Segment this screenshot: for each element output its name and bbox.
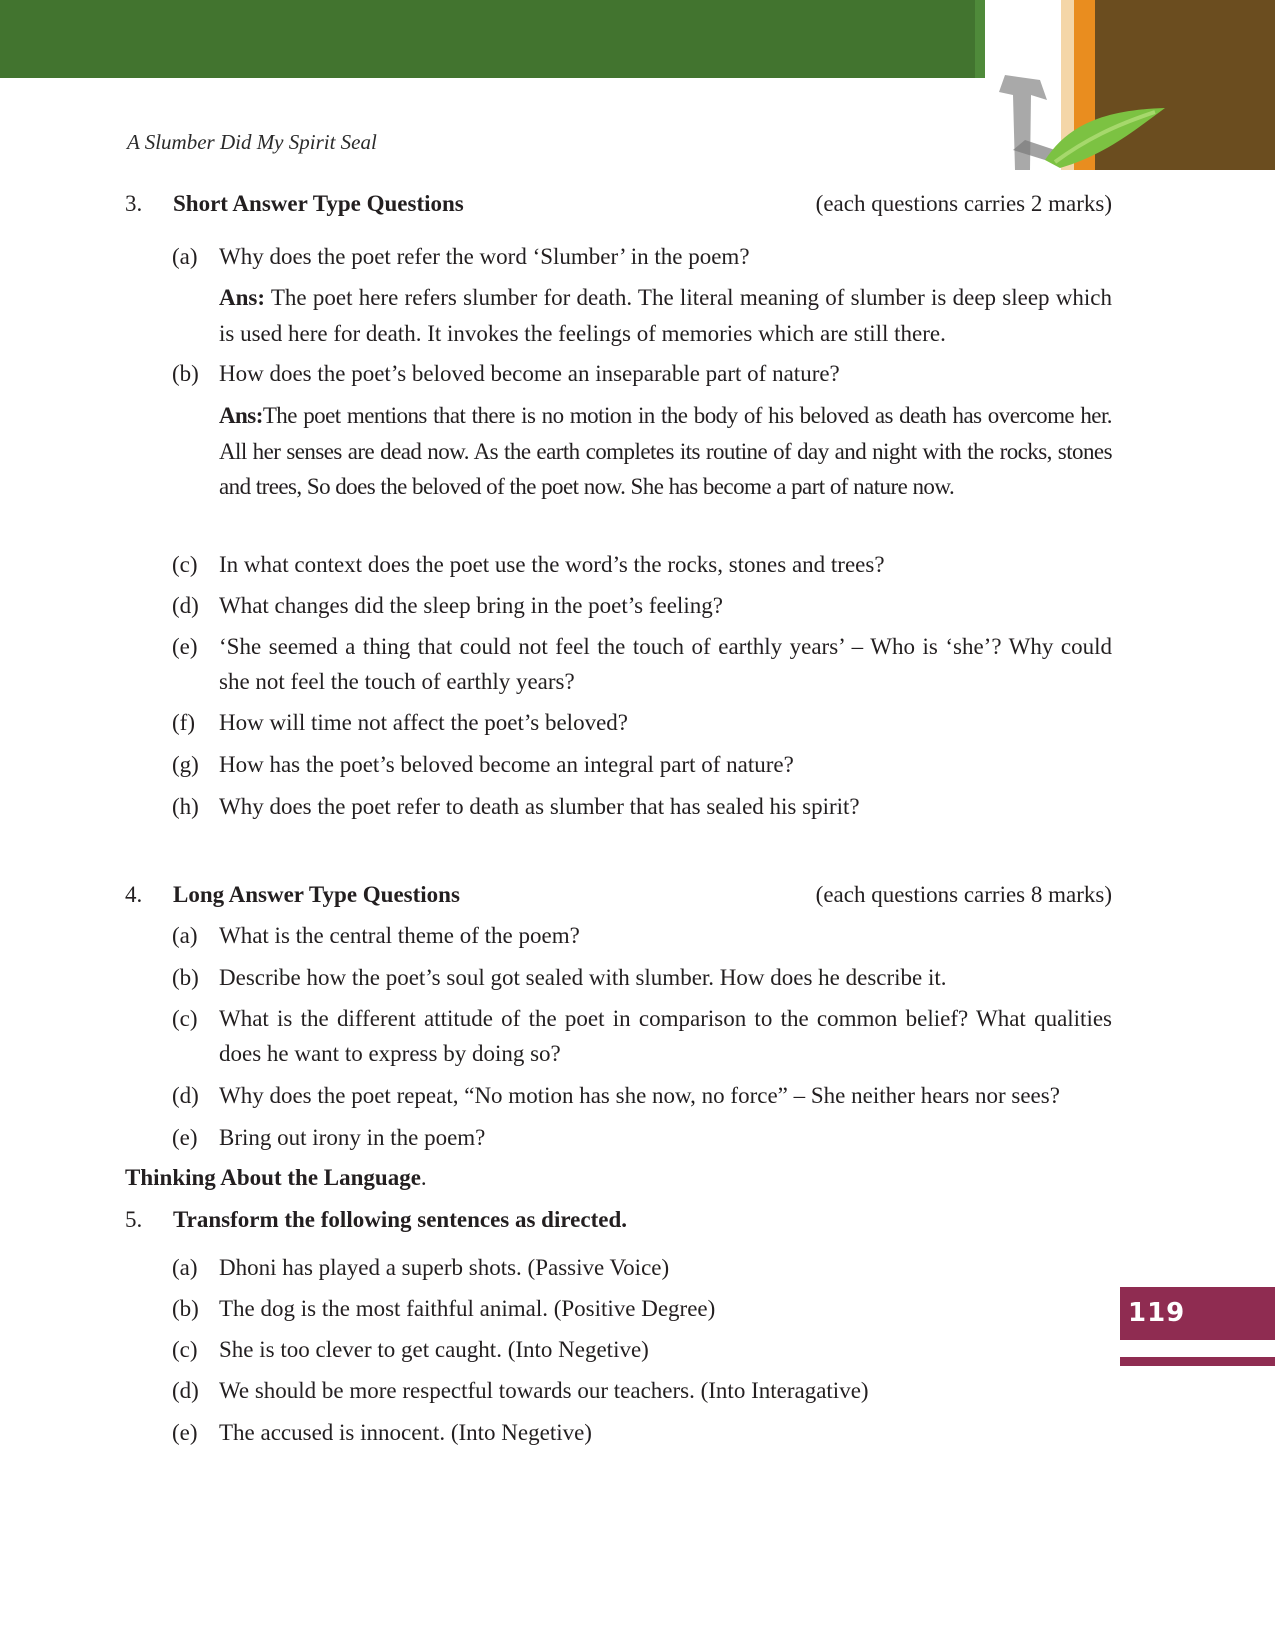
question-label: (g) [172,752,199,777]
question-text: Describe how the poet’s soul got sealed with slumber. How does he describe it. [219,965,947,990]
answer-block [219,280,1112,351]
section-marks: (each questions carries 2 marks) [815,191,1112,216]
question-text: Why does the poet refer the word ‘Slumber’ in the poem? [219,244,750,269]
thinking-heading [125,1163,427,1193]
question-label: (e) [172,634,198,659]
answer-label: Ans: [219,285,266,310]
question-text: How has the poet’s beloved become an integral part of nature? [219,752,794,777]
exercise-label: (b) [172,1296,199,1321]
exercise-label: (d) [172,1378,199,1403]
question-label: (c) [172,1006,198,1031]
section-number: 4. [125,882,143,907]
question-label: (b) [172,965,199,990]
exercise-text: The accused is innocent. (Into Negetive) [219,1420,592,1445]
exercise-label: (e) [172,1420,198,1445]
question-label: (c) [172,552,198,577]
question-label: (a) [172,244,198,269]
exercise-text: She is too clever to get caught. (Into Negetive) [219,1337,649,1362]
question-text: How will time not affect the poet’s beloved? [219,710,628,735]
answer-text: The poet mentions that there is no motion in the body of his beloved as death has overcome her. All her senses are dead now. As the earth completes its routine of day and night with the rocks, stones and trees, So does the beloved of the poet now. She has become a part of nature now. [219,403,1112,499]
question-text: Why does the poet repeat, “No motion has she now, no force” – She neither hears nor sees? [219,1083,1060,1108]
question-text: What is the central theme of the poem? [219,923,580,948]
section-number: 5. [125,1207,143,1232]
answer-label: Ans: [219,403,263,428]
question-label: (h) [172,794,199,819]
section-title: Short Answer Type Questions [173,191,464,216]
question-text: ‘She seemed a thing that could not feel the touch of earthly years’ – Who is ‘she’? Why could she not feel the touch of earthly years? [219,634,1112,694]
section-title: Long Answer Type Questions [173,882,460,907]
page-tab-rule [1120,1357,1275,1366]
question-label: (f) [172,710,195,735]
exercise-text: Dhoni has played a superb shots. (Passive Voice) [219,1255,670,1280]
question-label: (d) [172,1083,199,1108]
header-green-band [0,0,985,78]
question-text: What is the different attitude of the poet in comparison to the common belief? What qualities does he want to express by doing so? [219,1006,1112,1066]
question-text: Why does the poet refer to death as slumber that has sealed his spirit? [219,794,860,819]
exercise-text: We should be more respectful towards our teachers. (Into Interagative) [219,1378,869,1403]
section-number: 3. [125,191,143,216]
question-label: (e) [172,1125,198,1150]
section-marks: (each questions carries 8 marks) [815,882,1112,907]
exercise-label: (a) [172,1255,198,1280]
question-label: (d) [172,593,199,618]
thinking-suffix: . [420,1165,427,1190]
running-title: A Slumber Did My Spirit Seal [127,130,377,154]
sprout-corner-art [985,0,1275,170]
question-text: In what context does the poet use the word’s the rocks, stones and trees? [219,552,885,577]
header-band-edge [975,0,985,78]
section-title: Transform the following sentences as directed. [173,1207,627,1232]
question-text: What changes did the sleep bring in the poet’s feeling? [219,593,723,618]
question-label: (b) [172,361,199,386]
thinking-title: Thinking About the Language [125,1165,421,1190]
question-text: How does the poet’s beloved become an inseparable part of nature? [219,361,840,386]
question-text: Bring out irony in the poem? [219,1125,486,1150]
exercise-text: The dog is the most faithful animal. (Positive Degree) [219,1296,716,1321]
exercise-label: (c) [172,1337,198,1362]
question-label: (a) [172,923,198,948]
page-number: 119 [1128,1298,1186,1328]
answer-text: The poet here refers slumber for death. The literal meaning of slumber is deep sleep which is used here for death. It invokes the feelings of memories which are still there. [219,285,1112,346]
answer-block [219,398,1112,505]
